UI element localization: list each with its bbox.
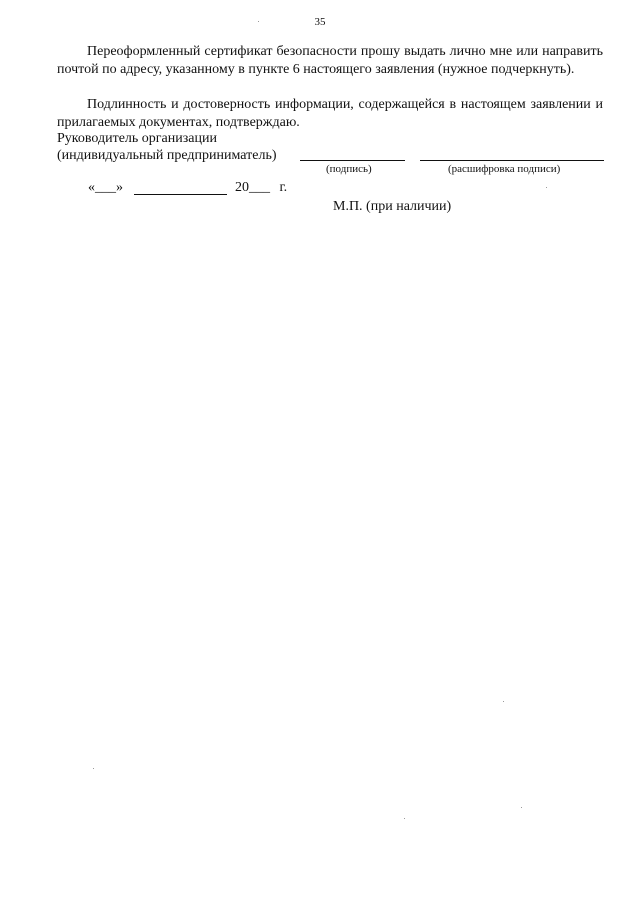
year-suffix: г. (279, 180, 288, 195)
date-line (88, 179, 123, 197)
scan-speck (503, 701, 504, 702)
day-blank: ___ (95, 180, 116, 195)
stamp-note: М.П. (при наличии) (333, 199, 452, 214)
close-quote: » (116, 180, 123, 195)
scan-speck (404, 818, 405, 819)
decoding-caption: (расшифровка подписи) (448, 163, 561, 175)
scan-speck (521, 807, 522, 808)
month-blank-line (134, 194, 227, 195)
year-prefix: 20 (235, 180, 249, 195)
paragraph-reissue-request: Переоформленный сертификат безопасности прошу выдать лично мне или направить почтой по адресу, указанному в пункте 6 настоящего заявления (нужное подчеркнуть). (57, 44, 603, 77)
scan-speck (258, 21, 259, 22)
year-blank: ___ (249, 180, 270, 195)
head-of-organization-label: Руководитель организации (57, 131, 217, 146)
page-number: 35 (314, 16, 326, 28)
decoding-blank-line (420, 160, 604, 161)
scan-speck (546, 187, 547, 188)
signature-caption: (подпись) (326, 163, 372, 175)
paragraph-authenticity: Подлинность и достоверность информации, содержащейся в настоящем заявлении и прилагаемых документах, подтверждаю. (57, 97, 603, 130)
individual-entrepreneur-label: (индивидуальный предприниматель) (57, 148, 277, 163)
signature-blank-line (300, 160, 405, 161)
year-field (235, 179, 287, 197)
open-quote: « (88, 180, 95, 195)
scan-speck (93, 768, 94, 769)
